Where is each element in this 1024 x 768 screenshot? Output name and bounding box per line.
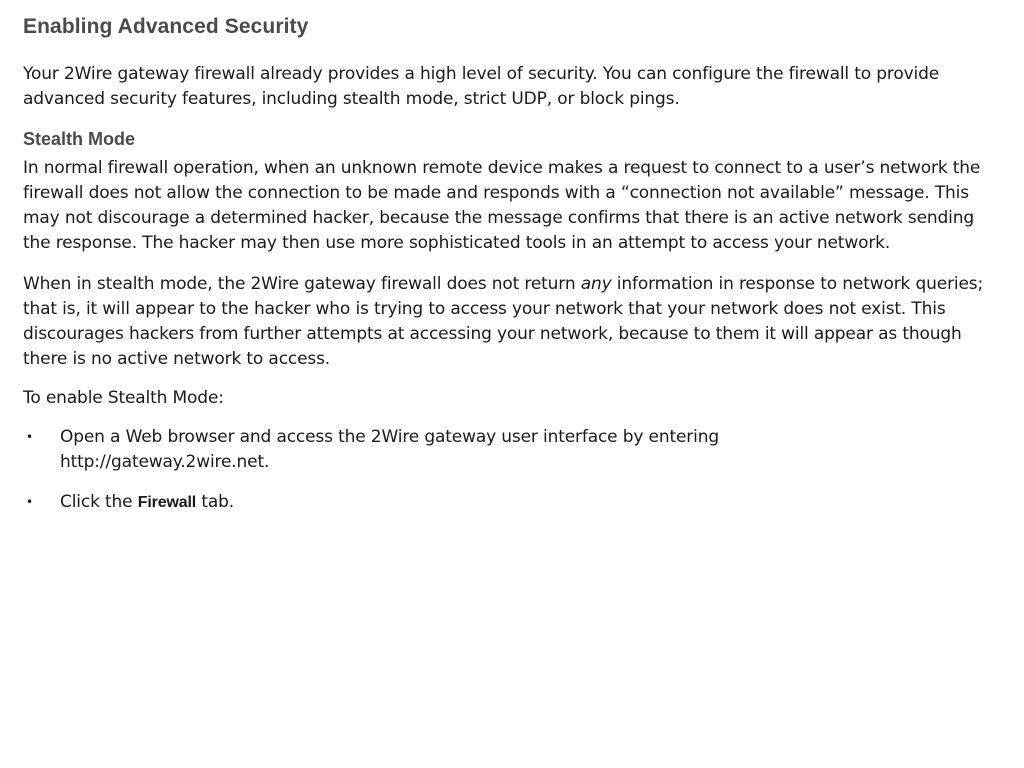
stealth-paragraph-2-start: When in stealth mode, the 2Wire gateway firewall does not return [23,274,581,294]
step-text-start: Click the [60,492,138,512]
bullet-icon: • [26,495,33,509]
list-item [23,490,820,515]
intro-paragraph: Your 2Wire gateway firewall already provides a high level of security. You can configure the firewall to provide advanced security features, including stealth mode, strict UDP, or block pings. [23,64,940,109]
enable-stealth-intro: To enable Stealth Mode: [23,388,224,408]
steps-list [23,425,1003,515]
document-page [23,14,1003,530]
page-title: Enabling Advanced Security [23,15,309,38]
stealth-paragraph-2 [23,272,1003,372]
step-text-end: tab. [196,492,235,512]
emphasis-any: any [580,274,612,294]
step-text: Open a Web browser and access the 2Wire gateway user interface by entering http://gateway.2wire.net. [60,427,719,472]
bullet-icon: • [26,430,33,444]
stealth-paragraph-1: In normal firewall operation, when an unknown remote device makes a request to connect to a user’s network the firewall does not allow the connection to be made and responds with a “connection not available” message. This may not discourage a determined hacker, because the message confirms that there is an active network sending the response. The hacker may then use more sophisticated tools in an attempt to access your network. [23,158,981,253]
list-item [23,425,820,475]
firewall-tab-label: Firewall [137,494,197,511]
stealth-mode-heading: Stealth Mode [23,129,136,149]
stealth-paragraph-2-end: information in response to network queries; that is, it will appear to the hacker who is trying to access your network that your network does not exist. This discourages hackers from further attempts at accessing your network, because to them it will appear as though there is no active network to access. [23,274,984,369]
